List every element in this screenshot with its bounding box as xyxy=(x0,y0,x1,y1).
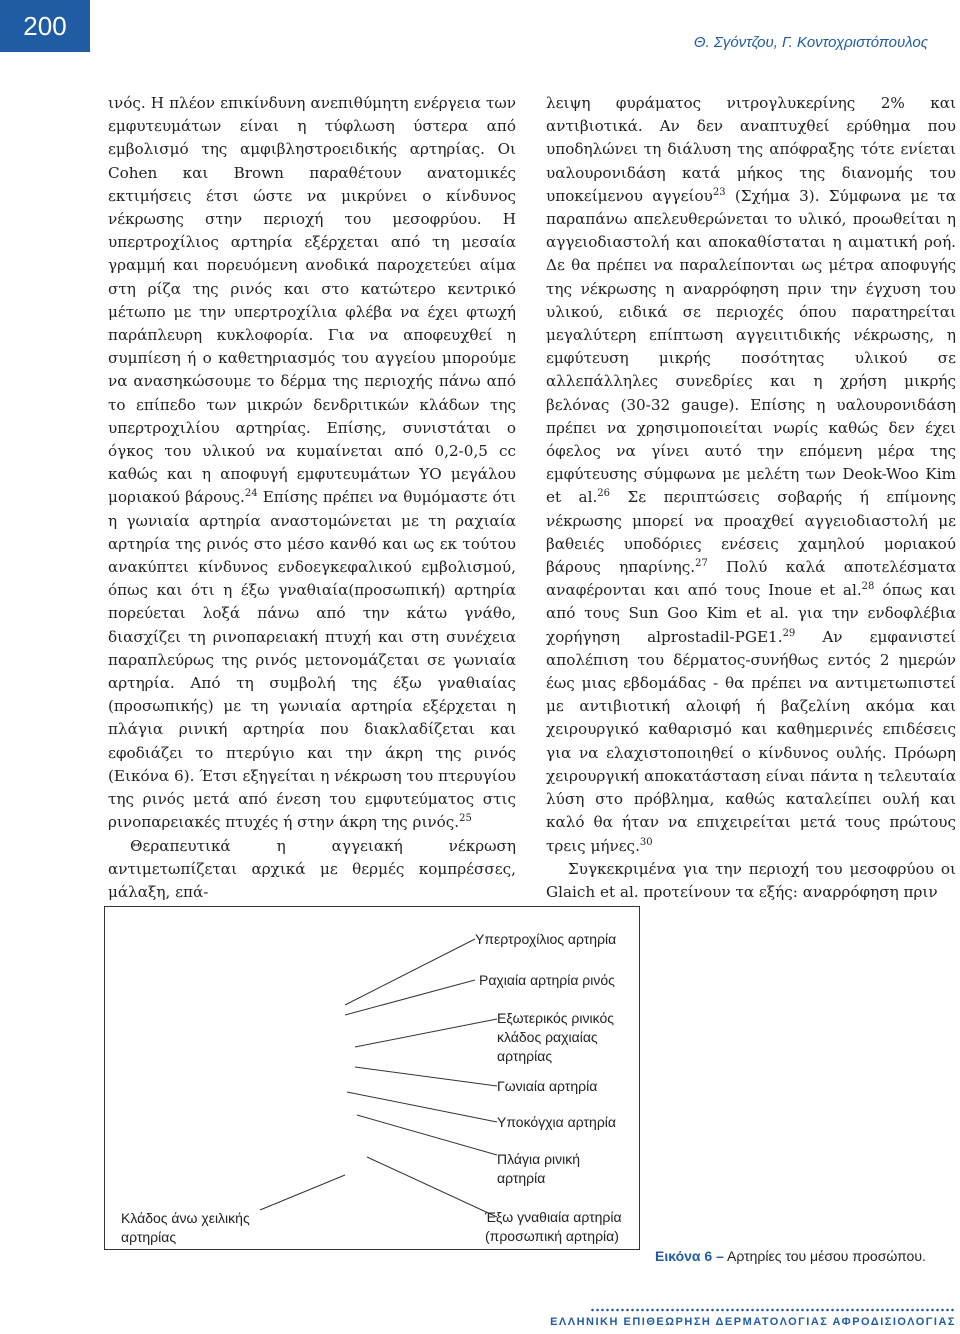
footer-dotted-rule xyxy=(590,1308,956,1312)
reference-24: 24 xyxy=(244,488,258,500)
running-head: Θ. Σγόντζου, Γ. Κοντοχριστόπουλος xyxy=(693,34,928,51)
left-paragraph-2: Θεραπευτικά η αγγειακή νέκρωση αντιμετωπίζεται αρχικά με θερμές κομπρέσσες, μάλαξη, επά- xyxy=(108,836,516,901)
reference-25: 25 xyxy=(459,813,472,825)
reference-29: 29 xyxy=(782,627,796,639)
left-column xyxy=(108,92,516,904)
label-dorsal-nasal-artery: Ραχιαία αρτηρία ρινός xyxy=(479,972,615,988)
caption-label: Εικόνα 6 – xyxy=(655,1248,724,1264)
reference-28: 28 xyxy=(861,581,875,593)
left-paragraph-1: ινός. Η πλέον επικίνδυνη ανεπιθύμητη ενέργεια των εμφυτευμάτων είναι η τύφλωση ύστερα από εμβολισμό της αμφιβληστροειδικής αρτηρίας. Οι Cohen και Brown παραθέτουν ανατομικές εκτιμήσεις έτσι ώστε να μικρύνει ο κίνδυνος νέκρωσης στην περιοχή του μεσοφρύου. Η υπερτροχίλιος αρτηρία εξέρχεται από τη μεσαία γραμμή και πορευόμενη ανοδικά παροχετεύει αίμα στη ρίζα της ρινός και στο κατώτερο κεντρικό μέτωπο με την υπερτροχίλια φλέβα να έχει φτωχή παράπλευρη κυκλοφορία. Για να αποφευχθεί η συμπίεση ή ο καθετηριασμός του αγγείου μπορούμε να ανασηκώσουμε το δέρμα της περιοχής πάνω από το επίπεδο των μικρών δενδριτικών κλάδων της υπερτροχιλίου αρτηρίας. Επίσης, συνιστάται ο όγκος του υλικού να κυμαίνεται από 0,2-0,5 cc καθώς και η αποφυγή εμφυτευμάτων ΥΟ μεγάλου μοριακού βάρους.$^{24}$ Επίσης πρέπει να θυμόμαστε ότι η γωνιαία αρτηρία αναστομώνεται με τη ραχιαία αρτηρία της ρινός στο μέσο κανθό και ως εκ τούτου ανακύπτει κίνδυνος ενδοεγκεφαλικού εμβολισμού, όπως και ότι η έξω γναθιαία(προσωπική) αρτηρία πορεύεται λοξά πάνω από την κάτω γνάθο, διασχίζει τη ρινοπαρειακή πτυχή και στη συνέχεια παραπλεύρως της ρινός μετονομάζεται σε γωνιαία αρτηρία. Από τη συμβολή της έξω γναθιαίας (προσωπικής) με τη γωνιαία αρτηρία εξέρχεται η πλάγια ρινική αρτηρία που διακλαδίζεται και εφοδιάζει το πτερύγιο και την άκρη της ρινός (Εικόνα 6). Έτσι εξηγείται η νέκρωση του πτερυγίου της ρινός μετά από ένεση του εμφυτεύματος στις ρινοπαρειακές πτυχές ή στην άκρη της ρινός.$^{25}$ xyxy=(108,94,516,832)
label-external-nasal-branch: Εξωτερικός ρινικός κλάδος ραχιαίας αρτηρίας xyxy=(497,1010,614,1064)
figure-caption xyxy=(655,1248,926,1264)
journal-title: ΕΛΛΗΝΙΚΗ ΕΠΙΘΕΩΡΗΣΗ ΔΕΡΜΑΤΟΛΟΓΙΑΣ ΑΦΡΟΔΙΣΙΟΛΟΓΙΑΣ xyxy=(550,1316,956,1328)
figure-6-diagram xyxy=(104,906,640,1250)
reference-23: 23 xyxy=(712,186,726,198)
page-number: 200 xyxy=(0,0,90,52)
reference-30: 30 xyxy=(639,836,653,848)
reference-27: 27 xyxy=(695,558,708,569)
right-paragraph-2: Συγκεκριμένα για την περιοχή του μεσοφρύου οι Glaich et al. προτείνουν τα εξής: αναρρόφηση πριν xyxy=(546,859,956,901)
label-supratrochlear-artery: Υπερτροχίλιος αρτηρία xyxy=(475,931,617,947)
label-facial-artery: Έξω γναθιαία αρτηρία (προσωπική αρτηρία) xyxy=(485,1209,622,1244)
caption-text: Αρτηρίες του μέσου προσώπου. xyxy=(723,1248,926,1264)
reference-26: 26 xyxy=(597,488,611,500)
label-lateral-nasal-artery: Πλάγια ρινική αρτηρία xyxy=(497,1151,581,1186)
label-angular-artery: Γωνιαία αρτηρία xyxy=(497,1078,598,1094)
label-superior-labial-branch: Κλάδος άνω χειλικής αρτηρίας xyxy=(121,1210,250,1245)
label-infraorbital-artery: Υποκόγχια αρτηρία xyxy=(497,1114,616,1130)
right-paragraph-1: λειψη φυράματος νιτρογλυκερίνης 2% και αντιβιοτικά. Αν δεν αναπτυχθεί ερύθημα που υποδηλώνει τη διάλυση της απόφραξης τότε ενίεται υαλουρονιδάση κατά μήκος της διανομής του υποκείμενου αγγείου$^{23}$ (Σχήμα 3). Σύμφωνα με τα παραπάνω απελευθερώνεται το υλικό, προωθείται η αγγειοδιαστολή και αποκαθίσταται η αιματική ροή. Δε θα πρέπει να παραλείπονται ως μέτρα αποφυγής της νέκρωσης η αναρρόφηση πριν την έγχυση του υλικού, ειδικά σε περιοχές όπου παρατηρείται μεγαλύτερη επίπτωση αγγειιτιδικής νέκρωσης, η εμφύτευση μικρής ποσότητας υλικού σε αλλεπάλληλες συνεδρίες και η χρήση μικρής βελόνας (30-32 gauge). Επίσης η υαλουρονιδάση πρέπει να χρησιμοποιείται νωρίς καθώς δεν έχει όφελος να γίνει αυτό την επόμενη μέρα της εμφύτευσης σύμφωνα με μελέτη των Deok-Woo Kim et al.$^{26}$ Σε περιπτώσεις σοβαρής ή επίμονης νέκρωσης μπορεί να προαχθεί αγγειοδιαστολή με βαθειές υποδόριες ενέσεις χαμηλού μοριακού βάρους ηπαρίνης.$^{27}$ Πολύ καλά αποτελέσματα αναφέρονται και από τους Inoue et al.$^{28}$ όπως και από τους Sun Goo Kim et al. για την ενδοφλέβια χορήγηση alprostadil-PGE1.29 Αν εμφανιστεί απολέπιση του δέρματος-συνήθως εντός 2 ημερών έως μιας εβδομάδας - θα πρέπει να αντιμετωπιστεί με αντιβιοτική αλοιφή ή βαζελίνη ακόμα και χειρουργικό καθαρισμό και καθημερινές επιδέσεις για να ελαχιστοποιηθεί ο κίνδυνος ουλής. Πρόωρη χειρουργική αποκατάσταση είναι πάντα η τελευταία λύση στο πρόβλημα, καθώς καταλείπει ουλή και καλό θα ήταν να επιχειρείται μετά τους πρώτους τρεις μήνες.$^{30}$ xyxy=(546,94,956,855)
right-column xyxy=(546,92,956,904)
